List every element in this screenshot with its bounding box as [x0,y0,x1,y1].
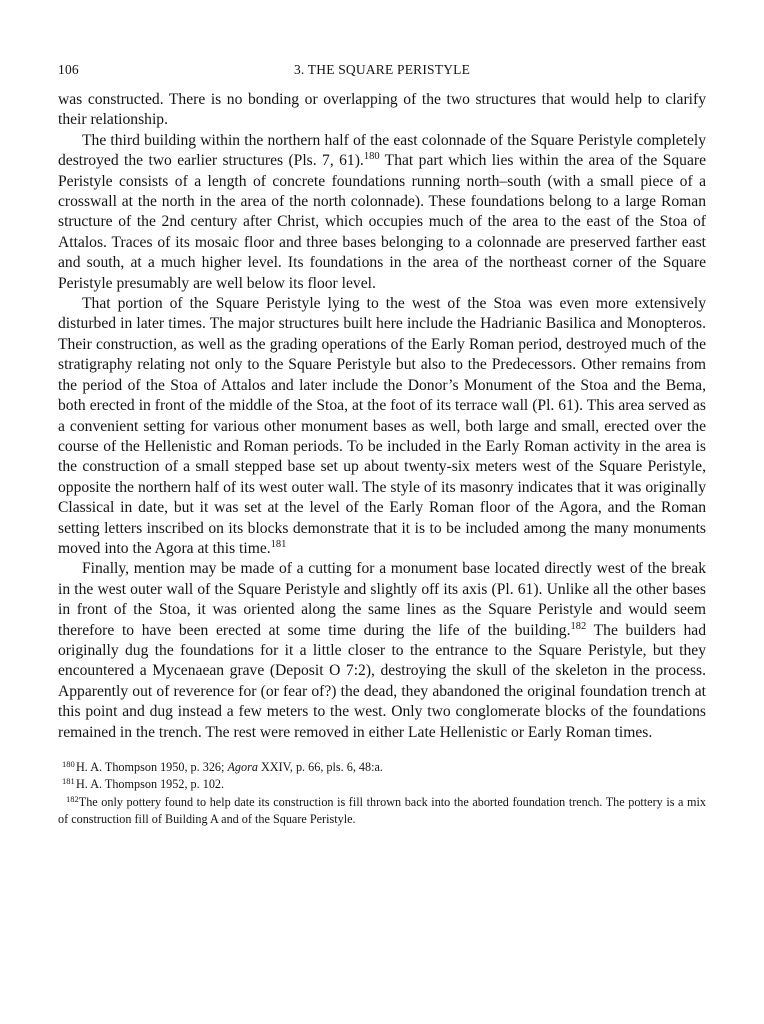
footnote-text [76,759,706,775]
footnote-text-b: XXIV, p. 66, pls. 6, 48:a. [257,760,383,774]
footnote-number: 181 [62,776,75,787]
footnote-italic: Agora [227,760,258,774]
footnote-181 [58,776,706,793]
footnote-text-a: H. A. Thompson 1950, p. 326; [76,760,228,774]
footnotes [58,759,706,828]
paragraph-3 [58,294,706,559]
footnote-ref-182[interactable]: 182 [570,620,587,632]
paragraph-2-text-b: That part which lies within the area of the Square Peristyle consists of a length of concrete foundations running north–south (with a small piece of a crosswall at the north in the area of the north colonnade). These foundations belong to a large Roman structure of the 2nd century after Christ, which occupies much of the area to the east of the Stoa of Attalos. Traces of its mosaic floor and three bases belonging to a colonnade are preserved farther east and south, at a much higher level. Its foundations in the area of the northeast corner of the Square Peristyle presumably are well below its floor level. [58,152,706,292]
paragraph-4-text-a: Finally, mention may be made of a cutting for a monument base located directly west of the break in the west outer wall of the Square Peristyle and slightly off its axis (Pl. 61). Unlike all the other bases in front of the Stoa, it was oriented along the same lines as the Square Peristyle and would seem therefore to have been erected at some time during the life of the building. [58,560,706,639]
paragraph-4 [58,559,706,743]
running-head [58,62,706,84]
footnote-ref-181[interactable]: 181 [270,538,287,550]
paragraph-2-text-a: The third building within the northern half of the east colonnade of the Square Peristyle completely destroyed the two earlier structures (Pls. 7, 61). [58,131,706,170]
footnote-text: The only pottery found to help date its construction is fill thrown back into the aborted foundation trench. The pottery is a mix of construction fill of Building A and of the Square Peristyle. [58,794,706,827]
footnote-182 [58,794,706,828]
page [58,62,706,828]
paragraph-2 [58,131,706,294]
footnote-ref-180[interactable]: 180 [363,151,380,163]
paragraph-1 [58,90,706,131]
paragraph-1-text: was constructed. There is no bonding or overlapping of the two structures that would help to clarify their relationship. [58,91,706,129]
footnote-number: 182 [66,793,79,804]
chapter-title: 3. THE SQUARE PERISTYLE [293,62,471,77]
footnote-number: 180 [62,759,75,769]
body-text [58,90,706,743]
paragraph-3-text-a: That portion of the Square Peristyle lying to the west of the Stoa was even more extensively disturbed in later times. The major structures built here include the Hadrianic Basilica and Monopteros. Their construction, as well as the grading operations of the Early Roman period, destroyed much of the stratigraphy relating not only to the Square Peristyle but also to the Predecessors. Other remains from the period of the Stoa of Attalos and later include the Donor’s Monument of the Stoa and the Bema, both erected in front of the middle of the Stoa, at the foot of its terrace wall (Pl. 61). This area served as a convenient setting for various other monument bases as well, both large and small, erected over the course of the Hellenistic and Roman periods. To be included in the Early Roman activity in the area is the construction of a small stepped base set up about twenty-six meters west of the Square Peristyle, opposite the northern half of its west outer wall. The style of its masonry indicates that it was originally Classical in date, but it was set at the level of the Early Roman floor of the Agora, and the Roman setting letters inscribed on its blocks demonstrate that it is to be included among the many monuments moved into the Agora at this time. [58,295,706,557]
page-number: 106 [58,62,79,77]
footnote-text: H. A. Thompson 1952, p. 102. [76,777,225,792]
paragraph-4-text-b: The builders had originally dug the foundations for it a little closer to the entrance to the Square Peristyle, but they encountered a Mycenaean grave (Deposit O 7:2), destroying the skull of the skeleton in the process. Apparently out of reverence for (or fear of?) the dead, they abandoned the original foundation trench at this point and dug instead a few meters to the west. Only two conglomerate blocks of the foundations remained in the trench. The rest were removed in either Late Hellenistic or Early Roman times. [58,621,706,741]
footnote-180 [58,759,706,776]
